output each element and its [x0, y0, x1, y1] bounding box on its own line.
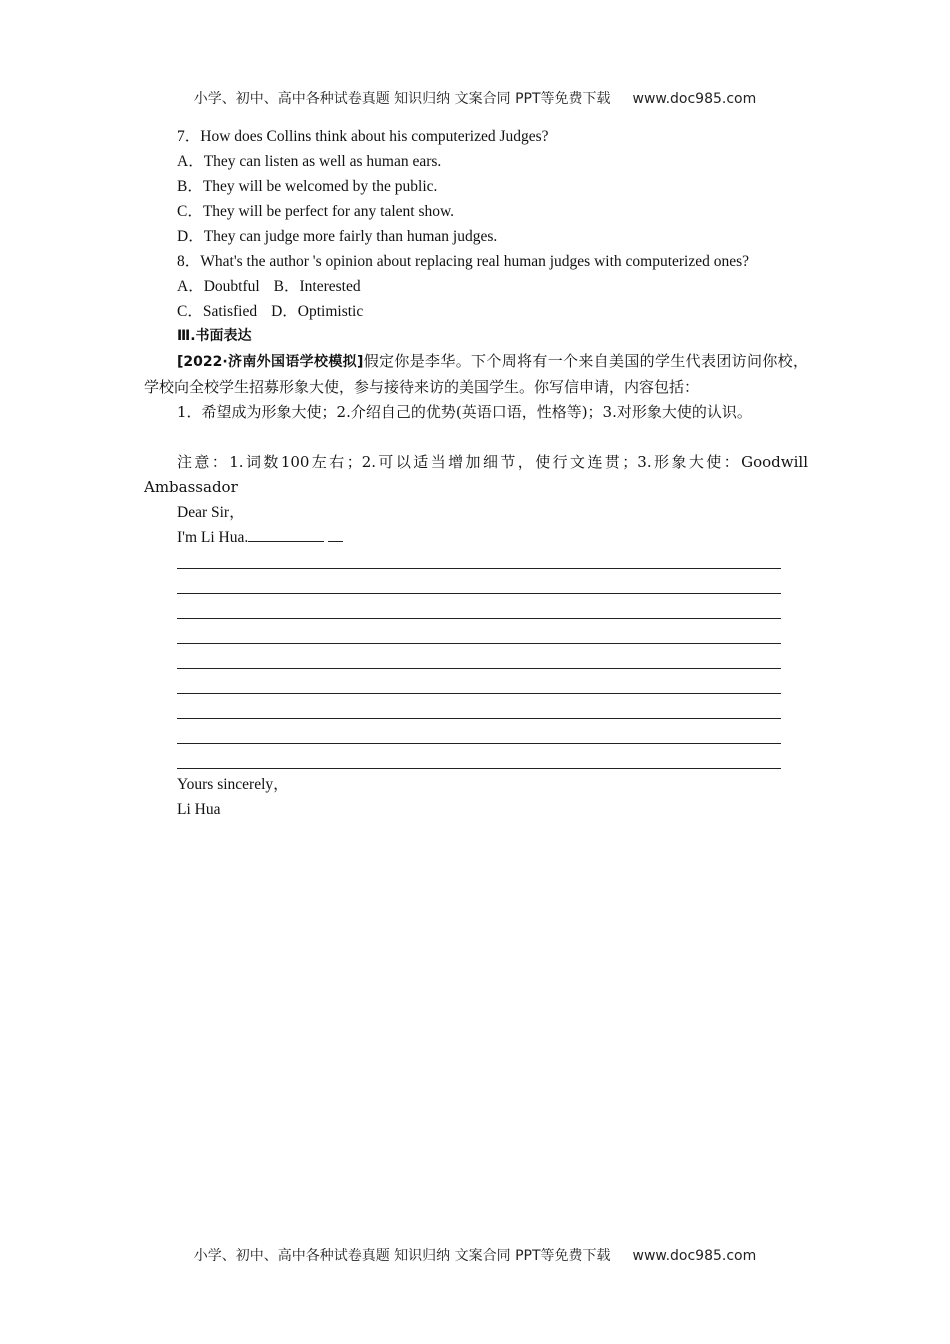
- document-body: [144, 124, 808, 822]
- answer-line[interactable]: [177, 744, 781, 769]
- question-8-options-row-1: [144, 274, 808, 299]
- writing-prompt: [144, 349, 808, 400]
- answer-line[interactable]: [177, 719, 781, 744]
- question-7-option-a: A．They can listen as well as human ears.: [177, 153, 442, 170]
- header-text: 小学、初中、高中各种试卷真题 知识归纳 文案合同 PPT等免费下载: [193, 91, 611, 107]
- question-7-option-c: C．They will be perfect for any talent show.: [177, 203, 455, 220]
- opening-blank-short[interactable]: [328, 526, 343, 542]
- question-8-stem: 8．What's the author 's opinion about replacing real human judges with computerized ones?: [177, 253, 750, 270]
- footer-text: 小学、初中、高中各种试卷真题 知识归纳 文案合同 PPT等免费下载: [193, 1248, 611, 1264]
- question-8-option-a: A．Doubtful: [177, 278, 260, 295]
- letter-salutation: Dear Sir，: [177, 504, 245, 521]
- question-8-option-b: B．Interested: [273, 278, 361, 295]
- page-header: [0, 88, 950, 108]
- answer-line[interactable]: [177, 644, 781, 669]
- opening-blank-long[interactable]: [248, 526, 324, 542]
- section-title: Ⅲ.书面表达: [177, 328, 252, 344]
- question-7-option-b: B．They will be welcomed by the public.: [177, 178, 438, 195]
- answer-line[interactable]: [177, 619, 781, 644]
- writing-note: 注意：1.词数100左右；2.可以适当增加细节，使行文连贯；3.形象大使：Goodwill Ambassador: [144, 453, 808, 496]
- question-8-options-row-2: [144, 299, 808, 324]
- answer-line[interactable]: [177, 669, 781, 694]
- page-footer: [0, 1245, 950, 1265]
- header-url[interactable]: www.doc985.com: [632, 91, 757, 107]
- answer-line[interactable]: [177, 694, 781, 719]
- letter-opening-text: I'm Li Hua.: [177, 529, 249, 546]
- question-7-option-d: D．They can judge more fairly than human judges.: [177, 228, 498, 245]
- letter-signature: Li Hua: [177, 801, 221, 818]
- writing-area[interactable]: [144, 544, 808, 769]
- question-8-option-c: C．Satisfied: [177, 303, 258, 320]
- answer-line[interactable]: [177, 569, 781, 594]
- answer-line[interactable]: [177, 594, 781, 619]
- prompt-source: [2022·济南外国语学校模拟]: [177, 354, 364, 370]
- question-7-stem: 7．How does Collins think about his computerized Judges?: [177, 128, 549, 145]
- writing-points: 1．希望成为形象大使；2.介绍自己的优势(英语口语，性格等)；3.对形象大使的认识。: [177, 403, 752, 421]
- prompt-text: 假定你是李华。下个周将有一个来自美国的学生代表团访问你校，学校向全校学生招募形象大使，参与接待来访的美国学生。你写信申请，内容包括：: [144, 352, 808, 396]
- footer-url[interactable]: www.doc985.com: [632, 1248, 757, 1264]
- question-8-option-d: D．Optimistic: [271, 303, 364, 320]
- letter-closing: Yours sincerely，: [177, 776, 289, 793]
- blank-space: [144, 425, 808, 450]
